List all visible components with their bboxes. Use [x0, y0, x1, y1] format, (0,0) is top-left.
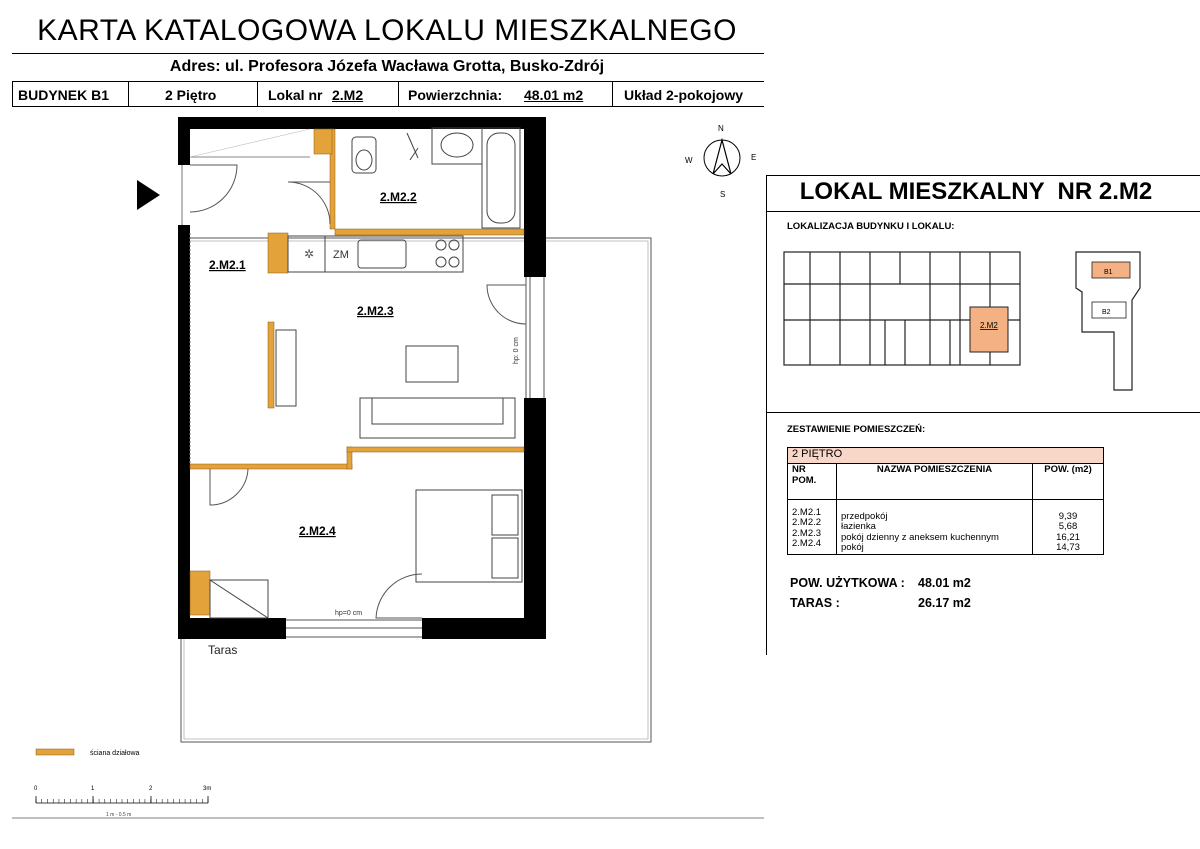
- panel-title: LOKAL MIESZKALNY NR 2.M2: [799, 178, 1153, 205]
- row-area: 14,73: [1056, 542, 1080, 554]
- terrace-area-value: 26.17 m2: [918, 596, 971, 610]
- unit-label: Lokal nr: [268, 87, 323, 103]
- rooms-table: [787, 447, 1104, 555]
- table-header: POW. (m2): [1033, 464, 1104, 500]
- table-row: [788, 500, 1104, 555]
- room-label-hallway: 2.M2.1: [209, 258, 246, 272]
- legend-label: ściana działowa: [90, 750, 140, 757]
- compass-w: W: [685, 156, 693, 165]
- row-nr: 2.M2.3: [792, 527, 822, 539]
- partition-walls: [190, 129, 524, 615]
- layout-label: Układ 2-pokojowy: [624, 87, 744, 103]
- exterior-walls: [178, 117, 546, 639]
- window-height-bottom: hp=0 cm: [335, 610, 363, 617]
- compass-s: S: [720, 190, 726, 199]
- terrace-area-label: TARAS :: [790, 596, 840, 610]
- room-label-bedroom: 2.M2.4: [299, 524, 336, 538]
- floor-label: 2 Piętro: [165, 87, 217, 103]
- row-area: 16,21: [1056, 531, 1080, 543]
- terrace-label: Taras: [208, 643, 238, 657]
- bathroom-door: [288, 182, 330, 224]
- row-name: łazienka: [841, 521, 876, 533]
- terrace-door: [376, 574, 422, 618]
- compass-e: E: [751, 153, 757, 162]
- row-nr: 2.M2.2: [792, 517, 822, 529]
- entrance-arrow: [137, 180, 160, 210]
- kitchen-mark: ZM: [333, 249, 349, 261]
- row-area: 5,68: [1058, 521, 1078, 533]
- room-label-living: 2.M2.3: [357, 304, 394, 318]
- fridge-icon: ✲: [304, 247, 315, 261]
- panel-divider: [766, 412, 1200, 413]
- table-header-row: [788, 464, 1104, 500]
- entrance-door: [190, 165, 237, 212]
- site-label-b2: B2: [1102, 309, 1111, 316]
- row-nr: 2.M2.4: [792, 538, 822, 550]
- scale-note: 1 m - 0.5 m: [106, 812, 132, 818]
- unit-value: 2.M2: [332, 87, 364, 103]
- living-furniture: [276, 330, 515, 438]
- scale-tick-0: 0: [34, 786, 38, 792]
- row-nr: 2.M2.1: [792, 507, 822, 518]
- panel-top-border: [766, 175, 1200, 176]
- usable-area-label: POW. UŻYTKOWA :: [790, 576, 905, 590]
- table-header: NAZWA POMIESZCZENIA: [837, 464, 1033, 500]
- location-heading: LOKALIZACJA BUDYNKU I LOKALU:: [787, 221, 955, 232]
- area-value: 48.01 m2: [524, 87, 584, 103]
- bedroom-door: [210, 469, 248, 505]
- scale-tick-2: 2: [149, 786, 153, 792]
- table-header: NR POM.: [788, 464, 837, 500]
- table-floor-row: [788, 448, 1104, 464]
- row-area: 9,39: [1058, 511, 1078, 522]
- scale-tick-3: 3m: [203, 786, 212, 792]
- address-line: Adres: ul. Profesora Józefa Wacława Grotta, Busko-Zdrój: [169, 58, 605, 75]
- scale-tick-1: 1: [91, 786, 95, 792]
- site-label-b1: B1: [1104, 269, 1113, 276]
- row-name: przedpokój: [841, 511, 888, 522]
- location-map: [780, 240, 1160, 402]
- kitchen-counter: [288, 236, 463, 272]
- row-name: pokój dzienny z aneksem kuchennym: [841, 531, 999, 543]
- room-label-bathroom: 2.M2.2: [380, 190, 417, 204]
- row-name: pokój: [841, 542, 864, 554]
- map-unit-label: 2.M2: [980, 321, 998, 330]
- legend-swatch: [36, 749, 74, 755]
- bedroom-furniture: [210, 490, 522, 618]
- window-height-right: hp: 0 cm: [513, 337, 520, 364]
- compass-icon: [704, 140, 740, 176]
- area-label: Powierzchnia:: [408, 87, 503, 103]
- usable-area-value: 48.01 m2: [918, 576, 971, 590]
- rooms-heading: ZESTAWIENIE POMIESZCZEŃ:: [787, 424, 926, 435]
- bottom-window: [286, 620, 422, 637]
- table-floor-cell: 2 PIĘTRO: [788, 448, 1104, 464]
- page-title: KARTA KATALOGOWA LOKALU MIESZKALNEGO: [37, 14, 737, 47]
- building-label: BUDYNEK B1: [18, 87, 110, 103]
- bathroom-fixtures: [352, 128, 520, 228]
- panel-divider: [766, 211, 1200, 212]
- compass-n: N: [718, 124, 724, 133]
